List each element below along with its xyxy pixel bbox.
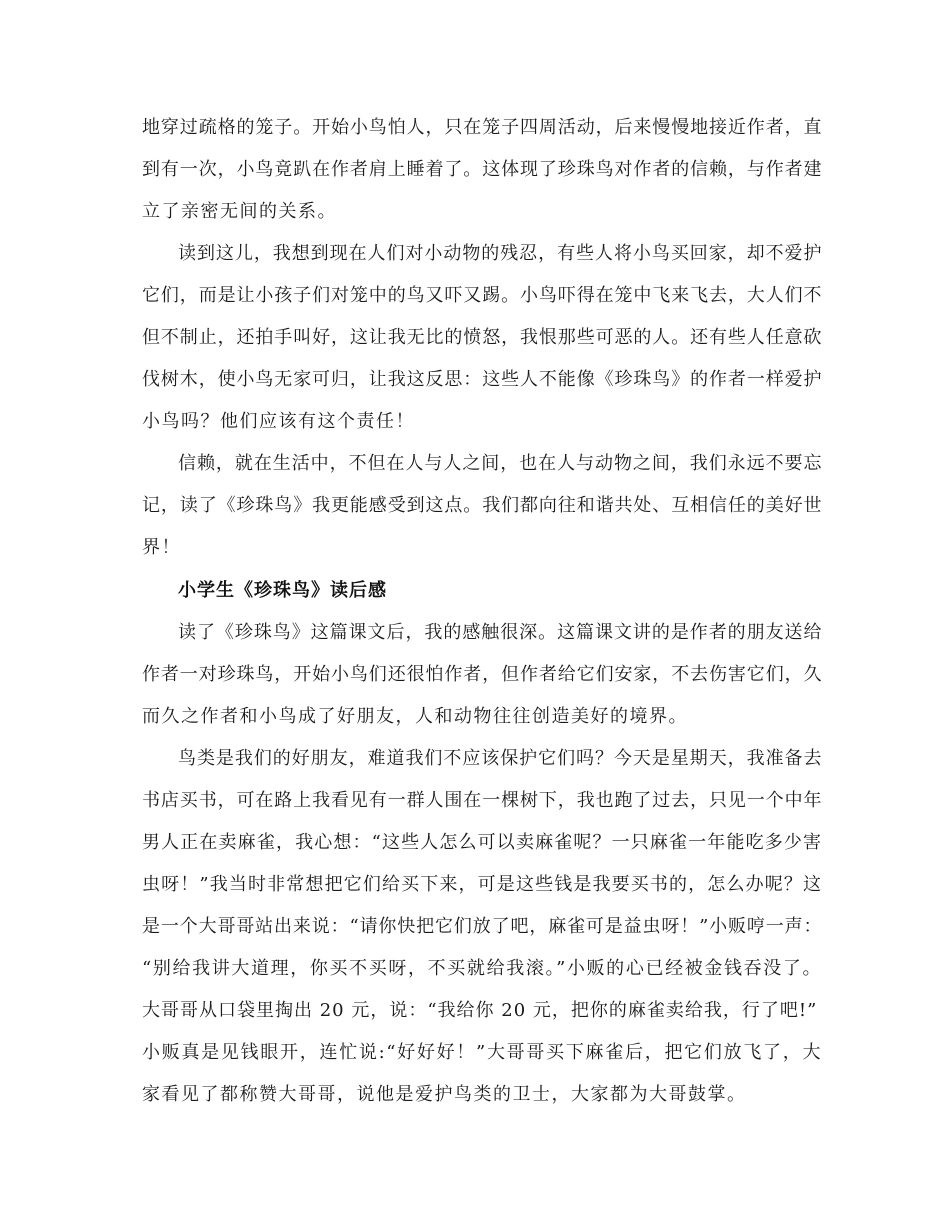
text-line: 地穿过疏格的笼子。开始小鸟怕人，只在笼子四周活动，后来慢慢地接近作者，直: [142, 117, 822, 138]
text-line: 读了《珍珠鸟》这篇课文后，我的感触很深。这篇课文讲的是作者的朋友送给: [178, 622, 822, 643]
text-line: 男人正在卖麻雀，我心想：“这些人怎么可以卖麻雀呢？一只麻雀一年能吃多少害: [142, 832, 822, 853]
text-line: 它们，而是让小孩子们对笼中的鸟又吓又踢。小鸟吓得在笼中飞来飞去，大人们不: [142, 285, 822, 306]
text-line: 是一个大哥哥站出来说：“请你快把它们放了吧，麻雀可是益虫呀！”小贩哼一声：: [142, 916, 822, 937]
text-line: 小贩真是见钱眼开，连忙说:“好好好！”大哥哥买下麻雀后，把它们放飞了，大: [142, 1042, 822, 1063]
text-line: 鸟类是我们的好朋友，难道我们不应该保护它们吗？今天是星期天，我准备去: [178, 748, 822, 769]
text-line: 作者一对珍珠鸟，开始小鸟们还很怕作者，但作者给它们安家，不去伤害它们，久: [142, 664, 822, 685]
text-line: 而久之作者和小鸟成了好朋友，人和动物往往创造美好的境界。: [142, 706, 688, 727]
section-heading: 小学生《珍珠鸟》读后感: [178, 580, 387, 601]
text-line: 立了亲密无间的关系。: [142, 201, 337, 222]
text-line: 信赖，就在生活中，不但在人与人之间，也在人与动物之间，我们永远不要忘: [178, 453, 822, 474]
text-line: 虫呀！”我当时非常想把它们给买下来，可是这些钱是我要买书的，怎么办呢？这: [142, 874, 822, 895]
text-line: 大哥哥从口袋里掏出 20 元，说：“我给你 20 元，把你的麻雀卖给我，行了吧!”: [142, 1000, 818, 1021]
text-line: 读到这儿，我想到现在人们对小动物的残忍，有些人将小鸟买回家，却不爱护: [178, 243, 822, 264]
text-line: 家看见了都称赞大哥哥，说他是爱护鸟类的卫士，大家都为大哥鼓掌。: [142, 1084, 747, 1105]
text-line: 书店买书，可在路上我看见有一群人围在一棵树下，我也跑了过去，只见一个中年: [142, 790, 822, 811]
text-line: 但不制止，还拍手叫好，这让我无比的愤怒，我恨那些可恶的人。还有些人任意砍: [142, 327, 822, 348]
text-line: 界！: [142, 537, 181, 558]
text-line: 小鸟吗？他们应该有这个责任！: [142, 411, 415, 432]
text-line: 伐树木，使小鸟无家可归，让我这反思：这些人不能像《珍珠鸟》的作者一样爱护: [142, 369, 822, 390]
text-line: 记，读了《珍珠鸟》我更能感受到这点。我们都向往和谐共处、互相信任的美好世: [142, 495, 822, 516]
text-line: “别给我讲大道理，你买不买呀，不买就给我滚。”小贩的心已经被金钱吞没了。: [142, 958, 822, 979]
text-line: 到有一次，小鸟竟趴在作者肩上睡着了。这体现了珍珠鸟对作者的信赖，与作者建: [142, 159, 822, 180]
